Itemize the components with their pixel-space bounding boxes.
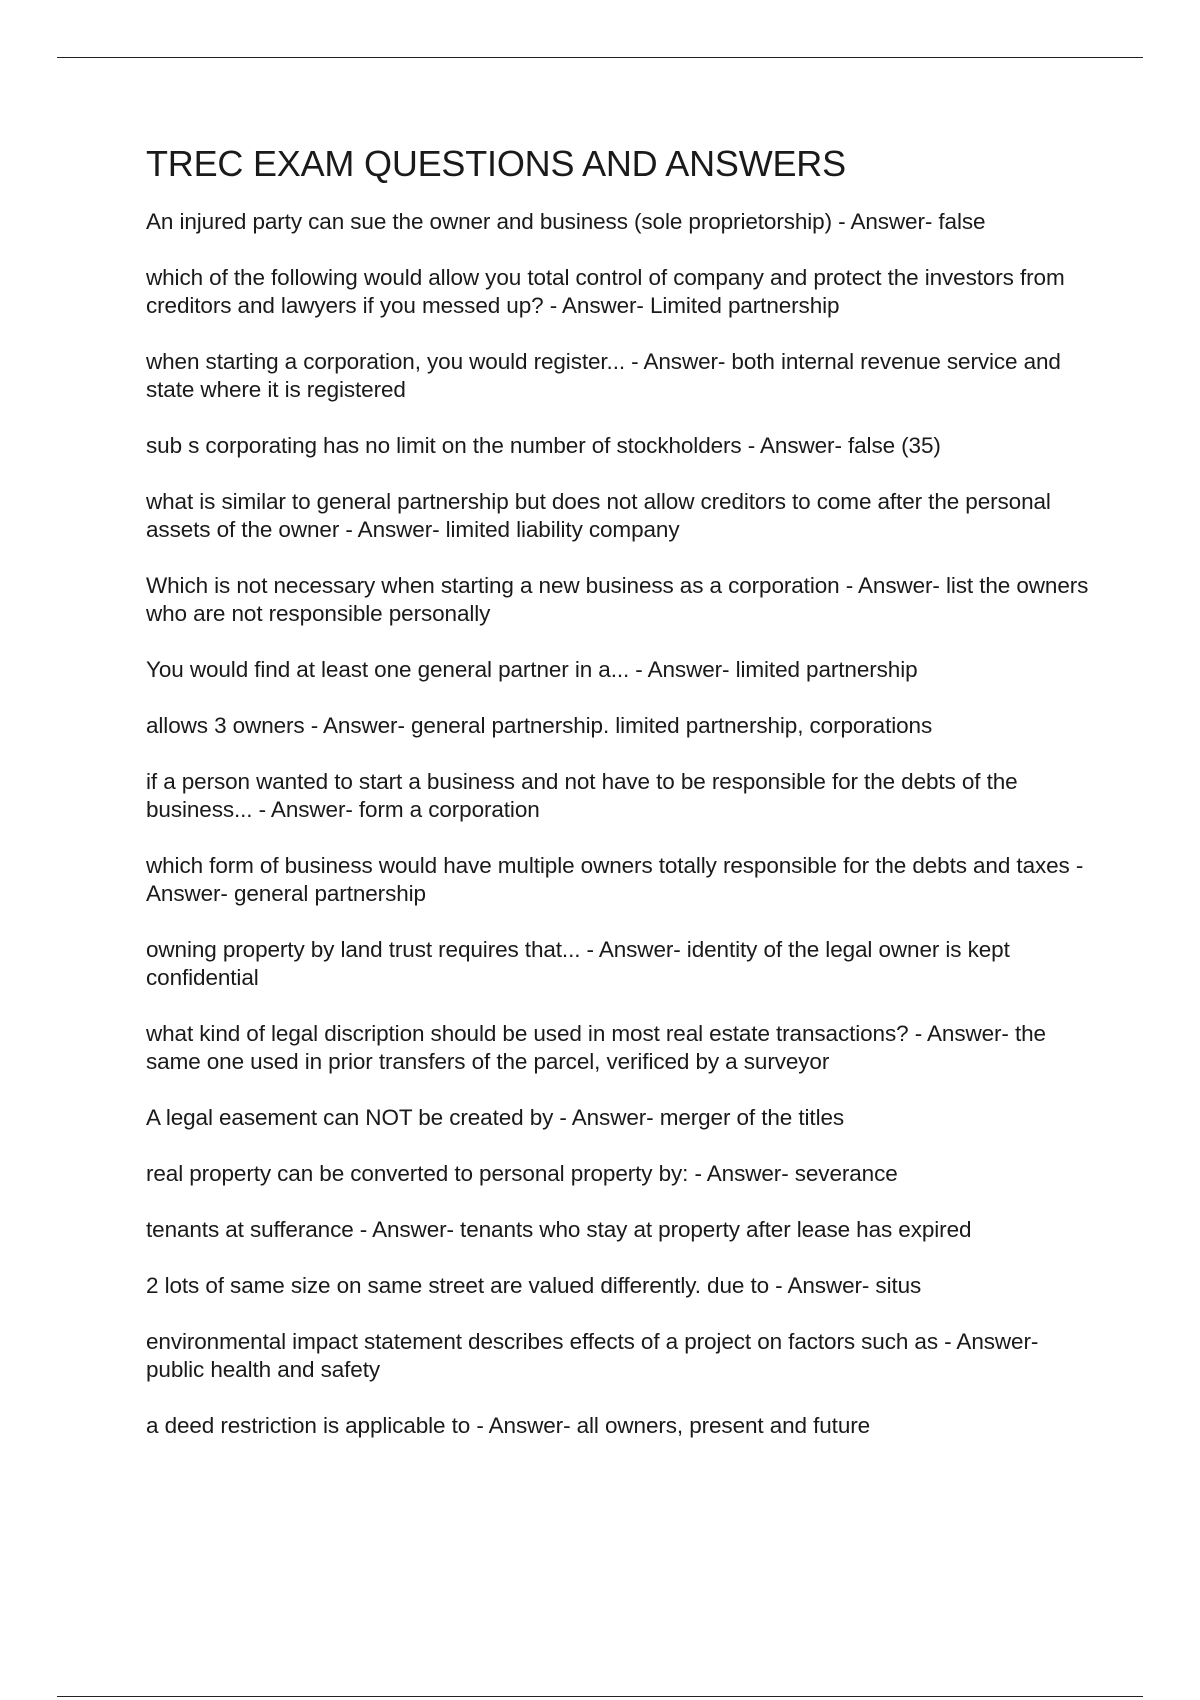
qa-item: allows 3 owners - Answer- general partnership. limited partnership, corporations [146, 713, 933, 738]
qa-item: when starting a corporation, you would register... - Answer- both internal revenue service and state where it is registered [146, 349, 1061, 402]
qa-item: if a person wanted to start a business and not have to be responsible for the debts of the business... - Answer- form a corporation [146, 769, 1018, 822]
qa-item: An injured party can sue the owner and business (sole proprietorship) - Answer- false [146, 209, 986, 234]
qa-item: Which is not necessary when starting a new business as a corporation - Answer- list the owners who are not responsible personally [146, 573, 1089, 626]
qa-item: real property can be converted to personal property by: - Answer- severance [146, 1161, 898, 1186]
qa-item: sub s corporating has no limit on the number of stockholders - Answer- false (35) [146, 433, 941, 458]
qa-item: environmental impact statement describes effects of a project on factors such as - Answer- public health and safety [146, 1329, 1039, 1382]
bottom-rule [57, 1696, 1143, 1697]
page-title: TREC EXAM QUESTIONS AND ANSWERS [146, 143, 846, 184]
top-rule [57, 57, 1143, 58]
document-body [146, 142, 1096, 1468]
qa-item: which form of business would have multiple owners totally responsible for the debts and taxes - Answer- general partnership [146, 853, 1084, 906]
qa-item: what is similar to general partnership but does not allow creditors to come after the personal assets of the owner - Answer- limited liability company [146, 489, 1051, 542]
qa-list [146, 208, 1096, 1440]
qa-item: which of the following would allow you total control of company and protect the investors from creditors and lawyers if you messed up? - Answer- Limited partnership [146, 265, 1065, 318]
qa-item: 2 lots of same size on same street are valued differently. due to - Answer- situs [146, 1273, 922, 1298]
qa-item: tenants at sufferance - Answer- tenants who stay at property after lease has expired [146, 1217, 972, 1242]
qa-item: a deed restriction is applicable to - Answer- all owners, present and future [146, 1413, 871, 1438]
qa-item: what kind of legal discription should be used in most real estate transactions? - Answer- the same one used in prior transfers of the parcel, verificed by a surveyor [146, 1021, 1046, 1074]
qa-item: You would find at least one general partner in a... - Answer- limited partnership [146, 657, 918, 682]
qa-item: owning property by land trust requires that... - Answer- identity of the legal owner is kept confidential [146, 937, 1010, 990]
qa-item: A legal easement can NOT be created by - Answer- merger of the titles [146, 1105, 845, 1130]
